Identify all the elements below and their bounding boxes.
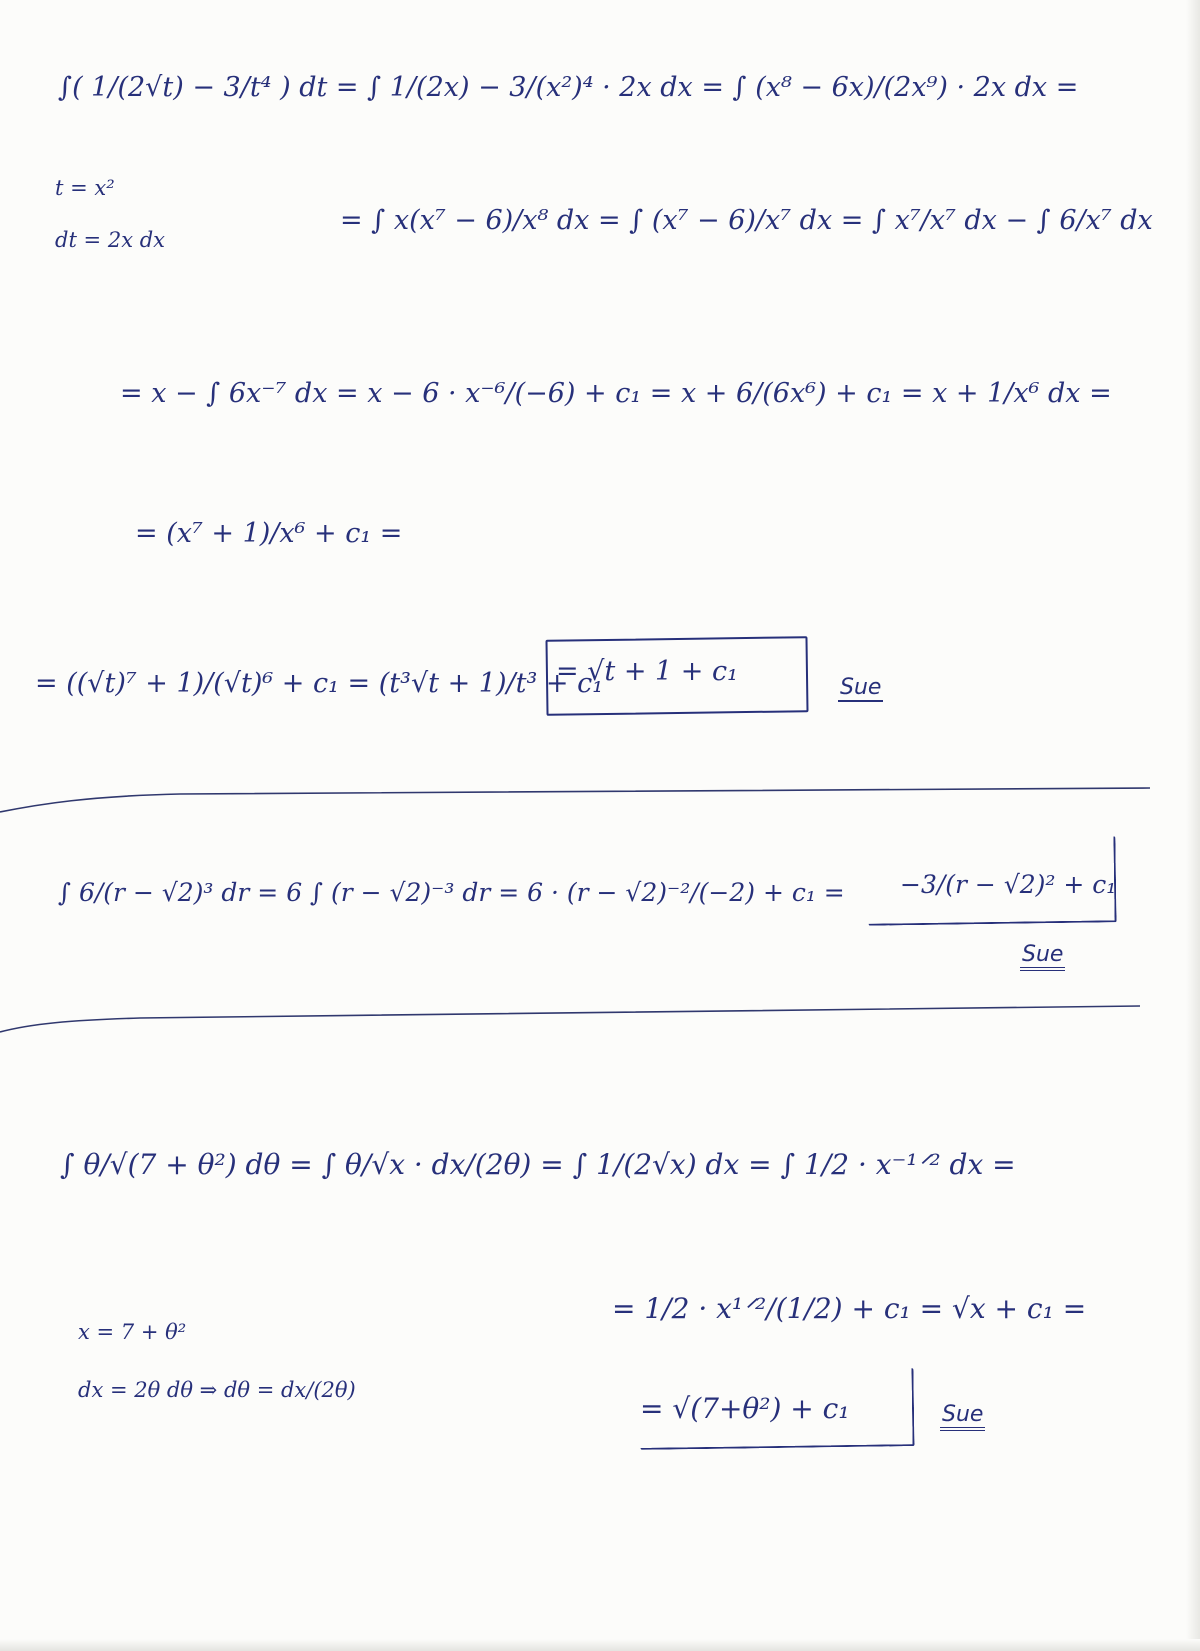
problem3-line1: ∫ θ/√(7 + θ²) dθ = ∫ θ/√x · dx/(2θ) = ∫ 1/(2√x) dx = ∫ 1/2 · x⁻¹ᐟ² dx = (60, 1148, 1016, 1181)
page-edge-shadow (0, 1639, 1200, 1651)
problem1-signature: Sue (840, 675, 882, 700)
problem1-line2: = ∫ x(x⁷ − 6)/x⁸ dx = ∫ (x⁷ − 6)/x⁷ dx = ∫ x⁷/x⁷ dx − ∫ 6/x⁷ dx (340, 205, 1153, 236)
problem1-substitution-dt: dt = 2x dx (55, 228, 165, 252)
problem1-line3: = x − ∫ 6x⁻⁷ dx = x − 6 · x⁻⁶/(−6) + c₁ = x + 6/(6x⁶) + c₁ = x + 1/x⁶ dx = (120, 378, 1112, 409)
page-edge-shadow (1186, 0, 1200, 1651)
problem3-signature: Sue (940, 1404, 985, 1431)
problem3-line2: = 1/2 · x¹ᐟ²/(1/2) + c₁ = √x + c₁ = (612, 1292, 1087, 1325)
problem2-answer: −3/(r − √2)² + c₁ (900, 870, 1117, 899)
problem3-substitution-dx: dx = 2θ dθ ⇒ dθ = dx/(2θ) (78, 1378, 356, 1402)
problem2-signature: Sue (1020, 944, 1065, 971)
problem3-answer: = √(7+θ²) + c₁ (640, 1392, 850, 1425)
problem1-line1: ∫( 1/(2√t) − 3/t⁴ ) dt = ∫ 1/(2x) − 3/(x²)⁴ · 2x dx = ∫ (x⁸ − 6x)/(2x⁹) · 2x dx = (58, 72, 1079, 103)
problem3-substitution-x: x = 7 + θ² (78, 1320, 187, 1344)
section-divider (0, 770, 1200, 830)
problem1-substitution-t: t = x² (55, 176, 115, 200)
problem1-line5: = ((√t)⁷ + 1)/(√t)⁶ + c₁ = (t³√t + 1)/t³ + c₁ (35, 668, 604, 699)
problem1-answer: = √t + 1 + c₁ (556, 656, 738, 687)
problem2-line1: ∫ 6/(r − √2)³ dr = 6 ∫ (r − √2)⁻³ dr = 6 · (r − √2)⁻²/(−2) + c₁ = (58, 878, 845, 907)
problem1-line4: = (x⁷ + 1)/x⁶ + c₁ = (135, 518, 403, 549)
section-divider (0, 990, 1200, 1040)
